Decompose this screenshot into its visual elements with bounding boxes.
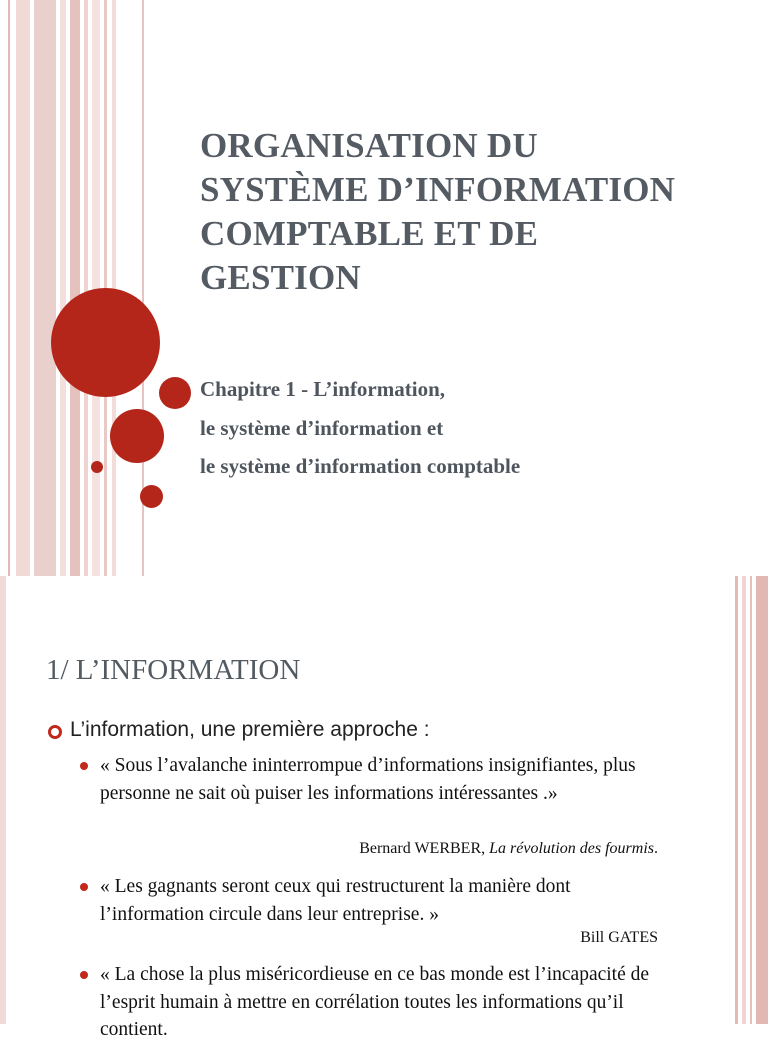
content-slide <box>0 576 768 1040</box>
quote-text: « Sous l’avalanche ininterrompue d’informations insignifiantes, plus personne ne sait où puiser les informations intéressantes .» <box>100 755 636 804</box>
author-name: Bernard WERBER, <box>359 840 486 857</box>
bullet-text: L’information, une première approche : <box>70 718 430 741</box>
quote-item <box>80 873 670 928</box>
slide-subtitle <box>200 370 740 486</box>
author-name: Bill GATES <box>580 929 658 946</box>
decorative-stripe <box>735 576 738 1024</box>
title-line: COMPTABLE ET DE <box>200 214 539 253</box>
quote-item <box>80 752 670 807</box>
decorative-stripe <box>756 576 768 1024</box>
subtitle-line: le système d’information comptable <box>200 454 521 478</box>
decorative-stripe <box>750 576 752 1024</box>
quote-text: « Les gagnants seront ceux qui restructurent la manière dont l’information circule dans leur entreprise. » <box>100 876 571 925</box>
quote-text: « La chose la plus miséricordieuse en ce bas monde est l’incapacité de l’esprit humain à mettre en corrélation toutes les informations qu’il contient. <box>100 964 650 1040</box>
decorative-stripe <box>34 0 56 576</box>
title-line: GESTION <box>200 258 361 297</box>
decorative-stripe <box>70 0 80 576</box>
quote-author <box>359 840 658 858</box>
author-work: La révolution des fourmis <box>489 840 654 857</box>
quote-author <box>580 929 658 947</box>
title-line: ORGANISATION DU <box>200 126 538 165</box>
dot-bullet-icon <box>80 971 88 979</box>
quote-item <box>80 961 670 1044</box>
decorative-circle <box>140 485 163 508</box>
decorative-circle-small <box>91 461 103 473</box>
decorative-stripe <box>742 576 746 1024</box>
decorative-circle-large <box>51 288 160 397</box>
ring-bullet-icon <box>48 725 62 739</box>
decorative-stripe <box>0 576 6 1024</box>
author-work-suffix: . <box>654 840 658 857</box>
decorative-stripe <box>8 0 10 576</box>
decorative-circle <box>159 377 191 409</box>
subtitle-line: Chapitre 1 - L’information, <box>200 377 446 401</box>
section-heading: 1/ L’INFORMATION <box>46 654 301 686</box>
bullet-item <box>48 716 688 744</box>
decorative-stripe <box>16 0 30 576</box>
title-line: SYSTÈME D’INFORMATION <box>200 170 676 209</box>
decorative-circle <box>110 409 164 463</box>
decorative-stripe <box>84 0 88 576</box>
slide-title <box>200 124 740 300</box>
dot-bullet-icon <box>80 883 88 891</box>
dot-bullet-icon <box>80 762 88 770</box>
decorative-stripe <box>60 0 66 576</box>
subtitle-line: le système d’information et <box>200 415 444 440</box>
